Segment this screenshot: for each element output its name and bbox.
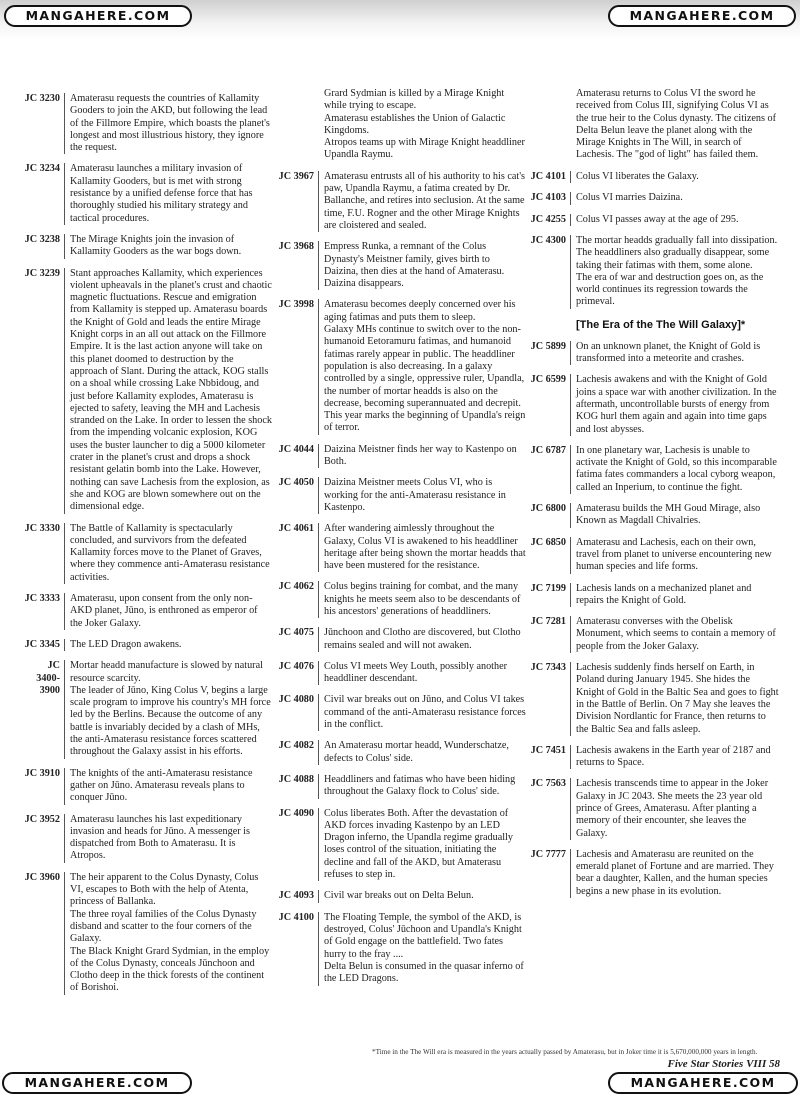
entry-text: Amaterasu, upon consent from the only non-AKD planet, Jūno, is enthroned as emperor of the Joker Galaxy.: [70, 592, 258, 629]
timeline-entry: [528, 745, 780, 770]
entry-year: JC 7343: [530, 662, 566, 674]
entry-divider: [64, 268, 65, 514]
entry-text: Colus liberates Both. After the devastation of AKD forces invading Kastenpo by an LED Dragon inferno, the Upandla regime gradually loses control of the situation, initiating the decline and fall of the AKD, but Amaterasu refuses to step in.: [324, 807, 513, 881]
entry-year: JC 5899: [530, 340, 566, 352]
timeline-entry: [22, 234, 272, 259]
timeline-entry: [22, 268, 272, 514]
entry-text: Daizina Meistner finds her way to Kastenpo on Both.: [324, 443, 517, 468]
timeline-entry: [528, 445, 780, 494]
entry-divider: [570, 192, 571, 204]
entry-divider: [64, 872, 65, 995]
entry-year: JC 4061: [278, 523, 314, 535]
entry-year: JC 6599: [530, 374, 566, 386]
entry-divider: [318, 444, 319, 469]
entry-divider: [570, 745, 571, 770]
timeline-entry: [22, 660, 272, 758]
entry-year: JC 3910: [24, 767, 60, 779]
entry-text: Amaterasu becomes deeply concerned over his aging fatimas and puts them to sleep. Galaxy MHs continue to switch over to the non-humanoid Eetoramuru fatimas, and humanoid fatimas rarely appear in public. The headdliner population is also decreasing. In a galaxy controlled by a single, oppressive ruler, Upandla, the number of mortar headds is also on the decrease, becoming superannuated and decrepit. This year marks the beginning of Upandla's reign of terror.: [324, 299, 526, 434]
timeline-entry: [276, 808, 526, 882]
timeline-column-3: [528, 88, 780, 907]
entry-year: JC 4082: [278, 740, 314, 752]
timeline-entry: [22, 523, 272, 584]
timeline-entry: [276, 241, 526, 290]
entry-year: JC 3230: [24, 93, 60, 104]
continued-entry: [528, 88, 780, 162]
entry-text: In one planetary war, Lachesis is unable to activate the Knight of Gold, so this incomparable fatima fates commanders a local cyborg weapon, called an Inperium, to continue the fight.: [576, 444, 777, 493]
entry-year: JC 3238: [24, 233, 60, 245]
entry-divider: [318, 808, 319, 882]
entry-text: Stant approaches Kallamity, which experiences violent upheavals in the planet's crust and chaotic magnetic fluctuations. Rescue and emigration from Kallamity is stepped up. Amaterasu boards the Knight of Gold and leads the entire Mirage Knight corps in an all out attack on the Fillmore Empire. It is the last action anyone will take on this planet doomed to destruction by the approach of Slant. During the attack, KOG stalls on a shoal while crossing Lake Nbbidoug, and just before Kallamity explodes, Amaterasu is ejected to safety, leaving the MH and Lachesis stranded on the Lake. In order to lessen the shock from the impending volcanic explosion, KOG uses the buster launcher to dig a 5000 kilometer crater in the planet's crust and drops a shock resistant gelatin bomb into the Lake. However, nothing can save Lachesis from the explosion, as she and KOG are blown somewhere out on the dimensional edge.: [70, 267, 272, 513]
entry-divider: [570, 341, 571, 366]
entry-text: Lachesis and Amaterasu are reunited on the emerald planet of Fortune and are married. They bear a daughter, Kallen, and the human species begins a new phase in its evolution.: [576, 848, 774, 897]
footnote: *Time in the The Will era is measured in the years actually passed by Amaterasu, but in Joker time it is 5,670,000,000 years in length.: [372, 1048, 758, 1056]
entry-divider: [570, 214, 571, 226]
entry-year: JC 3333: [24, 592, 60, 604]
entry-text: The knights of the anti-Amaterasu resistance gather on Jūno. Amaterasu reveals plans to conquer Jūno.: [70, 767, 253, 804]
timeline-entry: [22, 593, 272, 630]
entry-text: Colus VI meets Wey Louth, possibly another headdliner descendant.: [324, 660, 508, 685]
entry-divider: [318, 774, 319, 799]
timeline-entry: [528, 537, 780, 574]
entry-year: JC 4101: [530, 170, 566, 182]
entry-text: The Mirage Knights join the invasion of Kallamity Gooders as the war bogs down.: [70, 233, 242, 258]
entry-text: Lachesis suddenly finds herself on Earth, in Poland during January 1945. She hides the Knight of Gold in the Baltic Sea and goes to fight in the Battle of Berlin. On 7 May she leaves the Division Nordlantic for France, then returns to the Baltic Sea and falls asleep.: [576, 662, 779, 735]
entry-year: JC 7777: [530, 848, 566, 860]
timeline-entry: [276, 581, 526, 618]
entry-divider: [570, 503, 571, 528]
entry-year: JC 3968: [278, 241, 314, 253]
timeline-entry: [276, 740, 526, 765]
watermark-top-right: MANGAHERE.COM: [608, 5, 796, 27]
timeline-entry: [276, 444, 526, 469]
entry-text: Civil war breaks out on Delta Belun.: [324, 890, 474, 902]
entry-year: JC 4062: [278, 581, 314, 593]
entry-text: Headdliners and fatimas who have been hiding throughout the Galaxy flock to Colus' side.: [324, 773, 516, 798]
entry-year: JC 6800: [530, 503, 566, 515]
timeline-entry: [276, 912, 526, 986]
entry-text: The Battle of Kallamity is spectacularly concluded, and survivors from the defeated Kallamity forces move to the Planet of Graves, where they commence anti-Amaterasu resistance activities.: [70, 522, 270, 583]
entry-divider: [570, 616, 571, 653]
entry-year: JC 3960: [24, 871, 60, 883]
entry-text: Amaterasu requests the countries of Kallamity Gooders to join the AKD, but following the lead of the Fillmore Empire, which boasts the planet's longest and most illustrious history, they ignore the request.: [70, 93, 270, 154]
entry-divider: [570, 662, 571, 736]
timeline-entry: [276, 171, 526, 232]
entry-year: JC 7281: [530, 616, 566, 628]
timeline-entry: [22, 768, 272, 805]
entry-divider: [64, 639, 65, 651]
entry-divider: [318, 477, 319, 514]
timeline-entry: [528, 341, 780, 366]
entry-year: JC 3952: [24, 813, 60, 825]
entry-divider: [318, 581, 319, 618]
entry-divider: [64, 234, 65, 259]
entry-text: Daizina Meistner meets Colus VI, who is working for the anti-Amaterasu resistance in Kastenpo.: [324, 477, 506, 513]
entry-year: JC 6787: [530, 444, 566, 456]
entry-year: JC 4080: [278, 694, 314, 706]
entry-divider: [318, 912, 319, 986]
entry-text: Lachesis transcends time to appear in the Joker Galaxy in JC 2043. She meets the 23 year old prince of Grees, Amaterasu. After planting a memory of their encounter, she leaves the Galaxy.: [576, 778, 769, 839]
entry-divider: [318, 171, 319, 232]
timeline-entry: [528, 214, 780, 226]
timeline-entry: [276, 299, 526, 434]
timeline-entry: [276, 661, 526, 686]
timeline-entry: [22, 872, 272, 995]
entry-text: Amaterasu launches a military invasion of Kallamity Gooders, but is met with strong resistance by a unified defense force that has thoroughly studied his military strategy and tactical procedures.: [70, 163, 253, 224]
entry-divider: [64, 814, 65, 863]
entry-year: JC 3345: [24, 638, 60, 650]
timeline-entry: [276, 477, 526, 514]
entry-text: Lachesis awakens and with the Knight of Gold joins a space war with another civilization. In the aftermath, uncontrollable bursts of energy from KOG hurl them again and again into time gaps and lost abysses.: [576, 374, 777, 435]
entry-year: JC 4103: [530, 192, 566, 204]
entry-year: JC 4075: [278, 627, 314, 639]
entry-year: JC 3967: [278, 170, 314, 182]
entry-divider: [64, 768, 65, 805]
entry-divider: [318, 890, 319, 902]
entry-divider: [318, 661, 319, 686]
entry-divider: [64, 93, 65, 154]
timeline-column-2: [276, 88, 526, 995]
timeline-entry: [528, 503, 780, 528]
entry-year: JC 4255: [530, 213, 566, 225]
entry-text: Colus VI marries Daizina.: [576, 192, 683, 204]
entry-year: JC 4100: [278, 911, 314, 923]
entry-text: Colus begins training for combat, and the many knights he meets seem also to be descendants of his ancestors' generations of headdliners.: [324, 581, 521, 617]
entry-year: JC 3400- 3900: [36, 660, 60, 697]
entry-text: Colus VI passes away at the age of 295.: [576, 213, 739, 225]
entry-year: JC 4300: [530, 235, 566, 246]
timeline-entry: [276, 694, 526, 731]
page-label: Five Star Stories VIII 58: [667, 1058, 780, 1070]
entry-text: Amaterasu builds the MH Goud Mirage, also Known as Magdall Chivalries.: [576, 503, 761, 527]
entry-text: Jūnchoon and Clotho are discovered, but Clotho remains sealed and will not awaken.: [324, 627, 521, 651]
entry-text: After wandering aimlessly throughout the Galaxy, Colus VI is awakened to his headdliner heritage after being shown the mortar headds that have been mustered for the resistance.: [324, 523, 526, 572]
entry-year: JC 7451: [530, 744, 566, 756]
entry-text: The LED Dragon awakens.: [70, 638, 182, 650]
entry-text: Civil war breaks out on Jūno, and Colus VI takes command of the anti-Amaterasu resistance forces in the conflict.: [324, 694, 526, 731]
timeline-entry: [22, 93, 272, 154]
timeline-entry: [276, 774, 526, 799]
entry-text: Grard Sydmian is killed by a Mirage Knight while trying to escape. Amaterasu establishes the Union of Galactic Kingdoms. Atropos teams up with Mirage Knight headdliner Upandla Raymu.: [324, 88, 525, 161]
entry-year: JC 3330: [24, 522, 60, 534]
entry-text: Colus VI liberates the Galaxy.: [576, 170, 699, 182]
entry-divider: [570, 583, 571, 608]
entry-text: Amaterasu and Lachesis, each on their own, travel from planet to universe encountering new human species and life forms.: [576, 536, 772, 573]
entry-text: Amaterasu converses with the Obelisk Monument, which seems to contain a memory of people from the Joker Galaxy.: [576, 616, 776, 652]
entry-divider: [318, 299, 319, 434]
watermark-bottom-right: MANGAHERE.COM: [608, 1072, 798, 1094]
entry-text: The Floating Temple, the symbol of the AKD, is destroyed, Colus' Jūchoon and Upandla's Knight of Gold engage on the battlefield. Two fates hurry to the fray .... Delta Belun is consumed in the quasar inferno of the LED Dragons.: [324, 911, 524, 985]
timeline-entry: [276, 890, 526, 902]
entry-text: Mortar headd manufacture is slowed by natural resource scarcity. The leader of Jūno, King Colus V, begins a large scale program to improve his country's MH force led by the Berlins. Because the outcome of any battle is invariably decided by a clash of MHs, the anti-Amaterasu resistance forces scattered throughout the Galaxy assist in his efforts.: [70, 660, 271, 758]
entry-divider: [570, 374, 571, 435]
timeline-entry: [22, 814, 272, 863]
entry-divider: [570, 445, 571, 494]
entry-text: An Amaterasu mortar headd, Wunderschatze, defects to Colus' side.: [324, 740, 509, 764]
timeline-entry: [528, 849, 780, 898]
entry-text: The heir apparent to the Colus Dynasty, Colus VI, escapes to Both with the help of Atenta, princess of Ballanka. The three royal families of the Colus Dynasty disband and scatter to the four corners of the Galaxy. The Black Knight Grard Sydmian, in the employ of the Colus Dynasty, conceals Jūnchoon and Clotho deep in the thick forests of the continent of Borishoi.: [70, 871, 270, 994]
timeline-entry: [528, 192, 780, 204]
timeline-entry: [528, 171, 780, 183]
timeline-entry: [528, 583, 780, 608]
entry-divider: [570, 171, 571, 183]
entry-year: JC 4044: [278, 443, 314, 455]
entry-year: JC 4076: [278, 660, 314, 672]
timeline-entry: [276, 523, 526, 572]
timeline-entry: [528, 374, 780, 435]
timeline-entry: [22, 163, 272, 224]
entry-year: JC 6850: [530, 536, 566, 548]
entry-divider: [64, 660, 65, 758]
entry-divider: [318, 523, 319, 572]
entry-divider: [318, 740, 319, 765]
timeline-entry: [528, 235, 780, 309]
entry-divider: [64, 523, 65, 584]
entry-divider: [570, 849, 571, 898]
timeline-entry: [528, 616, 780, 653]
entry-text: Lachesis lands on a mechanized planet and repairs the Knight of Gold.: [576, 582, 752, 606]
entry-year: JC 3234: [24, 163, 60, 175]
entry-year: JC 3239: [24, 267, 60, 279]
entry-year: JC 4090: [278, 807, 314, 819]
entry-divider: [318, 627, 319, 652]
continued-entry: [276, 88, 526, 162]
timeline-entry: [528, 778, 780, 839]
timeline-entry: [22, 639, 272, 651]
timeline-entry: [528, 662, 780, 736]
watermark-bottom-left: MANGAHERE.COM: [2, 1072, 192, 1094]
entry-year: JC 4088: [278, 773, 314, 785]
entry-text: Lachesis awakens in the Earth year of 2187 and returns to Space.: [576, 744, 771, 769]
timeline-column-1: [22, 93, 272, 1004]
watermark-top-left: MANGAHERE.COM: [4, 5, 192, 27]
entry-divider: [570, 778, 571, 839]
entry-year: JC 4093: [278, 890, 314, 902]
entry-divider: [318, 694, 319, 731]
entry-divider: [318, 241, 319, 290]
entry-text: On an unknown planet, the Knight of Gold is transformed into a meteorite and crashes.: [576, 340, 761, 365]
timeline-entry: [276, 627, 526, 652]
entry-text: Empress Runka, a remnant of the Colus Dynasty's Meistner family, gives birth to Daizina, then dies at the hand of Amaterasu. Daizina disappears.: [324, 241, 505, 290]
entry-text: The mortar headds gradually fall into dissipation. The headdliners also gradually disappear, some taking their fatimas with them, some alone. The era of war and destruction goes on, as the world continues its regression towards the primeval.: [576, 235, 778, 308]
entry-year: JC 7199: [530, 582, 566, 594]
entry-divider: [64, 593, 65, 630]
entry-year: JC 4050: [278, 477, 314, 489]
entry-text: Amaterasu launches his last expeditionary invasion and heads for Jūno. A messenger is dispatched from Both to Amaterasu. It is Atropos.: [70, 813, 250, 862]
entry-divider: [570, 537, 571, 574]
entry-text: Amaterasu returns to Colus VI the sword he received from Colus III, signifying Colus VI as the true heir to the Colus dynasty. The citizens of Delta Belun leave the planet along with the Mirage Knights in The Will, in search of Lachesis. The "god of light" has failed them.: [576, 88, 777, 161]
entry-year: JC 3998: [278, 299, 314, 311]
entry-year: JC 7563: [530, 778, 566, 790]
entry-divider: [570, 235, 571, 309]
entry-divider: [64, 163, 65, 224]
section-heading: [The Era of the The Will Galaxy]*: [576, 318, 746, 331]
entry-text: Amaterasu entrusts all of his authority to his cat's paw, Upandla Raymu, a fatima created by Dr. Ballanche, and retires into seclusion. At the same time, F.U. Rogner and the other Mirage Knights are cloistered and sealed.: [324, 170, 526, 231]
